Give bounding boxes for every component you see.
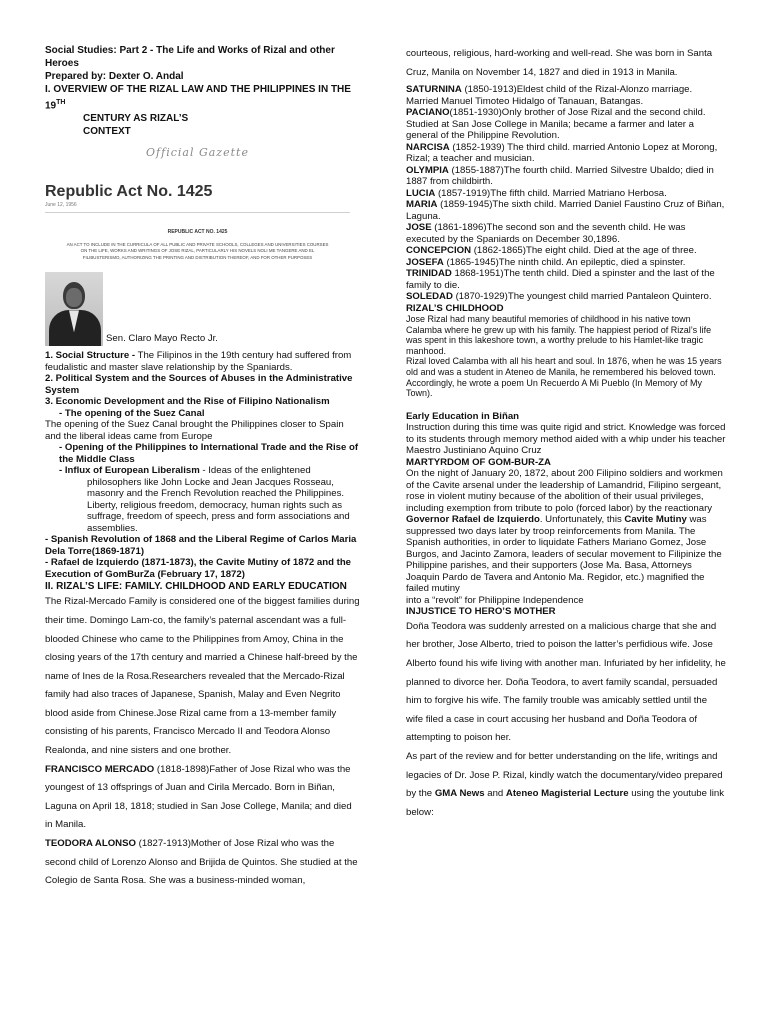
divider xyxy=(45,212,350,213)
family-paragraph: The Rizal-Mercado Family is considered one of the biggest families during their time. Domingo Lam-co, the family’s paternal ascendant was a full-blooded Chinese who came to the Philippines from Amoy, China in the closing years of the 17th century and married a Chinese half-breed by the name of Ines de la Rosa.Researchers revealed that the Mercado-Rizal family had also traces of Japanese, Spanish, Malay and Even Negrito blood aside from Chinese.Jose Rizal came from a 13-member family consisting of his parents, Francisco Mercado II and Teodora Alonso Realonda, and nine sisters and one brother. xyxy=(45,596,360,757)
sibling-entry: TRINIDAD 1868-1951)The tenth child. Died a spinster and the last of the family to die. xyxy=(406,268,715,291)
siblings-list xyxy=(406,84,726,303)
gomburza-heading: MARTYRDOM OF GOM-BUR-ZA xyxy=(406,456,551,468)
republic-act-image xyxy=(45,146,350,276)
social-structure: 1. Social Structure - The Filipinos in the 19th century had suffered from feudalistic and master slave relationship by the Spaniards. xyxy=(45,350,352,373)
sibling-entry: PACIANO(1851-1930)Only brother of Jose Rizal and the second child. Studied at San Jose College in Manila; became a farmer and later a general of the Philippine Revolution. xyxy=(406,107,706,141)
sibling-entry: NARCISA (1852-1939) The third child. married Antonio Lopez at Morong, Rizal; a teacher and musician. xyxy=(406,141,718,164)
sibling-entry: CONCEPCION (1862-1865)The eight child. Died at the age of three. xyxy=(406,245,697,256)
sibling-entry: LUCIA (1857-1919)The fifth child. Married Matriano Herbosa. xyxy=(406,187,667,199)
izquierdo-mutiny: - Rafael de Izquierdo (1871-1873), the Cavite Mutiny of 1872 and the Execution of GomBurZa (February 17, 1872) xyxy=(45,557,352,580)
sibling-entry: MARIA (1859-1945)The sixth child. Married Daniel Faustino Cruz of Biñan, Laguna. xyxy=(406,199,725,222)
portrait-row xyxy=(45,276,360,346)
gomburza-text-end: into a “revolt” for Philippine Independence xyxy=(406,594,584,606)
childhood-paragraph-2: Rizal loved Calamba with all his heart and soul. In 1876, when he was 15 years old and was a student in Ateneo de Manila, he remembered his beloved town. Accordingly, he wrote a poem Un Recuerdo A Mi Pueblo (In Memory of My Town). xyxy=(406,356,722,399)
childhood-heading: RIZAL’S CHILDHOOD xyxy=(406,302,504,314)
republic-act-title: Republic Act No. 1425 xyxy=(45,182,213,200)
sibling-entry: JOSE (1861-1896)The second son and the seventh child. He was executed by the Spaniards on December 30,1896. xyxy=(406,222,686,245)
suez-canal-heading: - The opening of the Suez Canal xyxy=(59,407,205,419)
republic-act-body: AN ACT TO INCLUDE IN THE CURRICULA OF ALL PUBLIC AND PRIVATE SCHOOLS, COLLEGES AND UNIVERSITIES COURSES ON THE LIFE, WORKS AND WRITINGS OF JOSE RIZAL, PARTICULARLY HIS NOVELS NOLI ME TANGERE AND EL FILIBUSTERISMO, AUTHORIZING THE PRINTING AND DISTRIBUTION THEREOF, AND FOR OTHER PURPOSES xyxy=(66,241,329,260)
suez-canal-text: The opening of the Suez Canal brought the Philippines closer to Spain and the liberal ideas came from Europe xyxy=(45,419,344,442)
teodora-continued: courteous, religious, hard-working and well-read. She was born in Santa Cruz, Manila on November 14, 1827 and died in 1913 in Manila. xyxy=(406,48,713,78)
childhood-paragraph-1: Jose Rizal had many beautiful memories of childhood in his native town Calamba where he grew up with his family. The happiest period of Rizal’s life was spent in this lakeshore town, a worthy prelude to his Hamlet-like tragic manhood. xyxy=(406,314,712,356)
section-heading-overview: I. OVERVIEW OF THE RIZAL LAW AND THE PHILIPPINES IN THE 19TH CENTURY AS RIZAL’S CONTEXT xyxy=(45,84,351,138)
gomburza-text: On the night of January 20, 1872, about 200 Filipino soldiers and workmen of the Cavite arsenal under the leadership of Lamandrid, Filipino sergeant, rose in violent mutiny because of the abolition of their usual privileges, including exemption from tribute to polo (forced labor) by the reactionary Governor Rafael de Izquierdo. Unfortunately, this Cavite Mutiny was suppressed two days later by troop reinforcements from Manila. The Spanish authorities, in order to liquidate Fathers Mariano Gomez, Jose Burgos, and Jacinto Zamora, leaders of secular movement to Filipinize the Philippine parishes, and their supporters (Jose Ma. Basa, Attorneys Joaquin Pardo de Tavera and Antonio Ma. Regidor, etc.) magnified the failed mutiny xyxy=(406,468,723,595)
section-heading-rizal-life: II. RIZAL’S LIFE: FAMILY. CHILDHOOD AND EARLY EDUCATION xyxy=(45,581,347,593)
sibling-entry: SOLEDAD (1870-1929)The youngest child married Pantaleon Quintero. xyxy=(406,291,712,302)
european-liberalism: - Influx of European Liberalism - Ideas of the enlightened xyxy=(59,465,311,477)
portrait-photo xyxy=(45,272,103,346)
prepared-by: Prepared by: Dexter O. Andal xyxy=(45,71,184,82)
injustice-heading: INJUSTICE TO HERO’S MOTHER xyxy=(406,606,556,618)
political-system: 2. Political System and the Sources of Abuses in the Administrative System xyxy=(45,373,353,396)
injustice-text: Doña Teodora was suddenly arrested on a malicious charge that she and her brother, Jose Alberto, tried to poison the latter’s perfidious wife. Jose Alberto found his wife living with another man. Infuriated by her infidelity, he planned to divorce her. Doña Teodora, to avert family scandal, persuaded him to forgive his wife. The family trouble was amicably settled until the wife filed a case in court accusing her husband and Doña Teodora of attempting to poison her. xyxy=(406,620,726,744)
portrait-caption: Sen. Claro Mayo Recto Jr. xyxy=(106,332,218,344)
binan-heading: Early Education in Biñan xyxy=(406,410,520,422)
sibling-entry: SATURNINA (1850-1913)Eldest child of the Rizal-Alonzo marriage. Married Manuel Timoteo Hidalgo of Tanauan, Batangas. xyxy=(406,84,693,107)
european-liberalism-text: philosophers like John Locke and Jean Jacques Rosseau, masonry and the French Revolution reached the Philippines. Liberty, religious freedom, democracy, human rights such as suffrage, freedom of speech, press and form associations and assemblies. xyxy=(87,476,350,534)
republic-act-date: June 12, 1956 xyxy=(45,201,77,208)
gazette-logo: Official Gazette xyxy=(146,146,249,160)
opening-trade: - Opening of the Philippines to International Trade and the Rise of the Middle Class xyxy=(59,442,359,465)
left-column xyxy=(45,44,360,891)
teodora-alonso: TEODORA ALONSO (1827-1913)Mother of Jose Rizal who was the second child of Lorenzo Alonso and Brijida de Quintos. She studied at the Colegio de Santa Rosa. She was a business-minded woman, xyxy=(45,838,358,887)
sibling-entry: OLYMPIA (1855-1887)The fourth child. Married Silvestre Ubaldo; died in 1887 from childbirth. xyxy=(406,164,714,187)
francisco-mercado: FRANCISCO MERCADO (1818-1898)Father of Jose Rizal who was the youngest of 13 offsprings of Juan and Cirila Mercado. Born in Biñan, Laguna on April 18, 1818; studied in San Jose College, Manila; and died in Manila. xyxy=(45,763,352,831)
sibling-entry: JOSEFA (1865-1945)The ninth child. An epileptic, died a spinster. xyxy=(406,256,686,268)
document-title: Social Studies: Part 2 - The Life and Works of Rizal and other Heroes xyxy=(45,45,335,69)
economic-development: 3. Economic Development and the Rise of Filipino Nationalism xyxy=(45,396,330,408)
right-column xyxy=(406,46,726,822)
review-text: As part of the review and for better understanding on the life, writings and legacies of Dr. Jose P. Rizal, kindly watch the documentary/video prepared by the GMA News and Ateneo Magisterial Lecture using the youtube link below: xyxy=(406,750,725,818)
binan-text: Instruction during this time was quite rigid and strict. Knowledge was forced to its students through memory method aided with a whip under his teacher Maestro Justiniano Aquino Cruz xyxy=(406,422,726,457)
republic-act-subtitle: REPUBLIC ACT NO. 1425 xyxy=(167,228,228,235)
spanish-revolution: - Spanish Revolution of 1868 and the Liberal Regime of Carlos Maria Dela Torre(1869-1871) xyxy=(45,534,357,557)
